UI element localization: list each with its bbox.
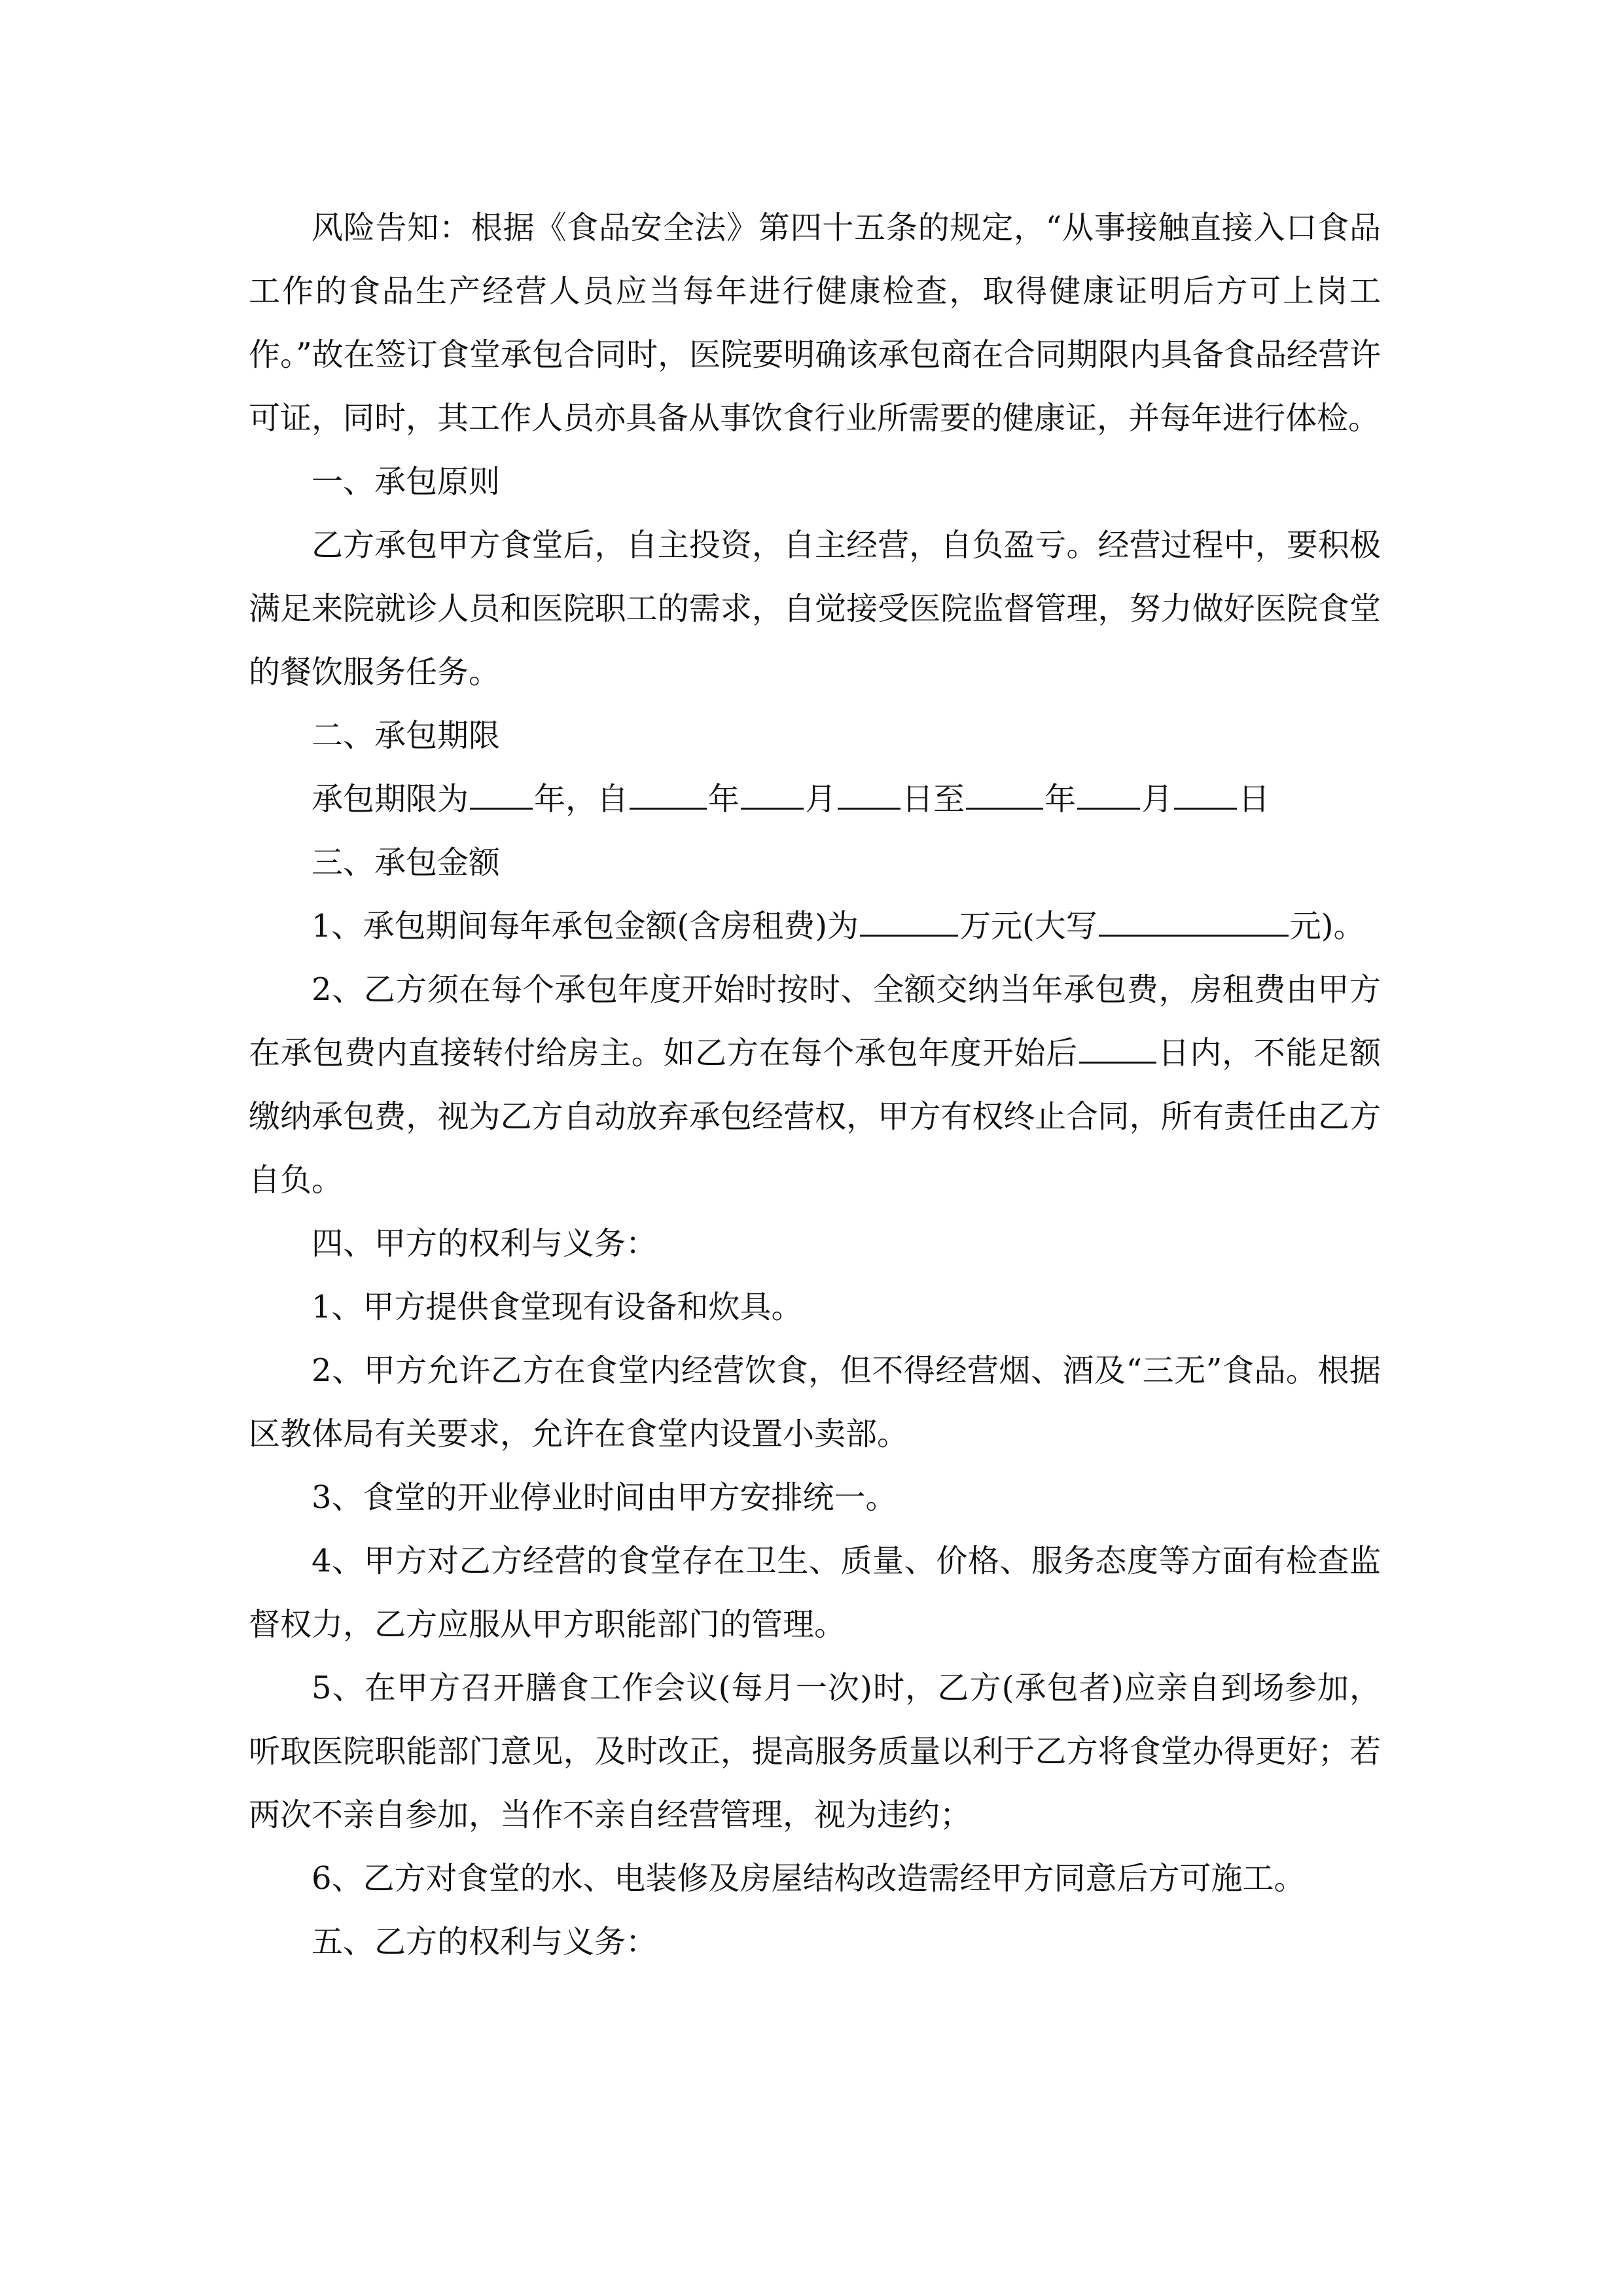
term-text-5: 日至 bbox=[902, 781, 965, 817]
end-day-blank bbox=[1174, 776, 1237, 810]
end-month-blank bbox=[1077, 776, 1140, 810]
section-4-heading: 四、甲方的权利与义务： bbox=[312, 1225, 658, 1262]
term-years-blank bbox=[470, 776, 533, 810]
term-text-1: 承包期限为 bbox=[312, 781, 469, 817]
section-4-item-1: 1、甲方提供食堂现有设备和炊具。 bbox=[312, 1289, 803, 1325]
section-5-heading: 五、乙方的权利与义务： bbox=[312, 1924, 658, 1960]
contract-term-line bbox=[249, 768, 1381, 831]
risk-notice-paragraph: 风险告知：根据《食品安全法》第四十五条的规定，“从事接触直接入口食品工作的食品生产经营人员应当每年进行健康检查，取得健康证明后方可上岗工作。”故在签订食堂承包合同时，医院要明确该承包商在合同期限内具备食品经营许可证，同时，其工作人员亦具备从事饮食行业所需要的健康证，并每年进行体检。 bbox=[249, 209, 1381, 437]
start-month-blank bbox=[741, 776, 804, 810]
amount-words-blank bbox=[1099, 903, 1289, 937]
term-text-6: 年 bbox=[1044, 781, 1077, 817]
amount-text-2: 万元(大写 bbox=[959, 908, 1097, 944]
section-4-item-4: 4、甲方对乙方经营的食堂存在卫生、质量、价格、服务态度等方面有检查监督权力，乙方应服从甲方职能部门的管理。 bbox=[249, 1543, 1381, 1643]
section-1-heading: 一、承包原则 bbox=[312, 463, 501, 500]
section-2-heading: 二、承包期限 bbox=[312, 717, 501, 754]
start-day-blank bbox=[838, 776, 901, 810]
document-page bbox=[249, 196, 1381, 1974]
section-3-item-2 bbox=[249, 958, 1381, 1212]
section-3-item-1 bbox=[249, 895, 1381, 958]
amount-text-3: 元)。 bbox=[1289, 908, 1365, 944]
section-4-item-3: 3、食堂的开业停业时间由甲方安排统一。 bbox=[312, 1479, 897, 1516]
payment-days-blank bbox=[1079, 1030, 1156, 1064]
payment-text-1: 2、乙方须在每个承包年度开始时按时、全额交纳当年承包费，房租费由甲方在承包费内直接转付给房主。如乙方在每个承包年度开始后 bbox=[249, 971, 1381, 1071]
section-3-heading: 三、承包金额 bbox=[312, 844, 501, 881]
start-year-blank bbox=[630, 776, 707, 810]
section-4-item-6: 6、乙方对食堂的水、电装修及房屋结构改造需经甲方同意后方可施工。 bbox=[312, 1860, 1306, 1897]
section-4-item-2: 2、甲方允许乙方在食堂内经营饮食，但不得经营烟、酒及“三无”食品。根据区教体局有关要求，允许在食堂内设置小卖部。 bbox=[249, 1352, 1381, 1452]
term-text-3: 年 bbox=[708, 781, 740, 817]
term-text-8: 日 bbox=[1238, 781, 1270, 817]
section-1-body: 乙方承包甲方食堂后，自主投资，自主经营，自负盈亏。经营过程中，要积极满足来院就诊人员和医院职工的需求，自觉接受医院监督管理，努力做好医院食堂的餐饮服务任务。 bbox=[249, 527, 1381, 691]
term-text-7: 月 bbox=[1141, 781, 1173, 817]
end-year-blank bbox=[966, 776, 1043, 810]
section-4-item-5: 5、在甲方召开膳食工作会议(每月一次)时，乙方(承包者)应亲自到场参加，听取医院职能部门意见，及时改正，提高服务质量以利于乙方将食堂办得更好；若两次不亲自参加，当作不亲自经营管理，视为违约； bbox=[249, 1670, 1381, 1833]
term-text-4: 月 bbox=[805, 781, 837, 817]
amount-number-blank bbox=[860, 903, 958, 937]
term-text-2: 年，自 bbox=[534, 781, 629, 817]
payment-text-2: 日内，不能足额缴纳承包费，视为乙方自动放弃承包经营权，甲方有权终止合同，所有责任由乙方自负。 bbox=[249, 1035, 1381, 1198]
amount-text-1: 1、承包期间每年承包金额(含房租费)为 bbox=[312, 908, 859, 944]
